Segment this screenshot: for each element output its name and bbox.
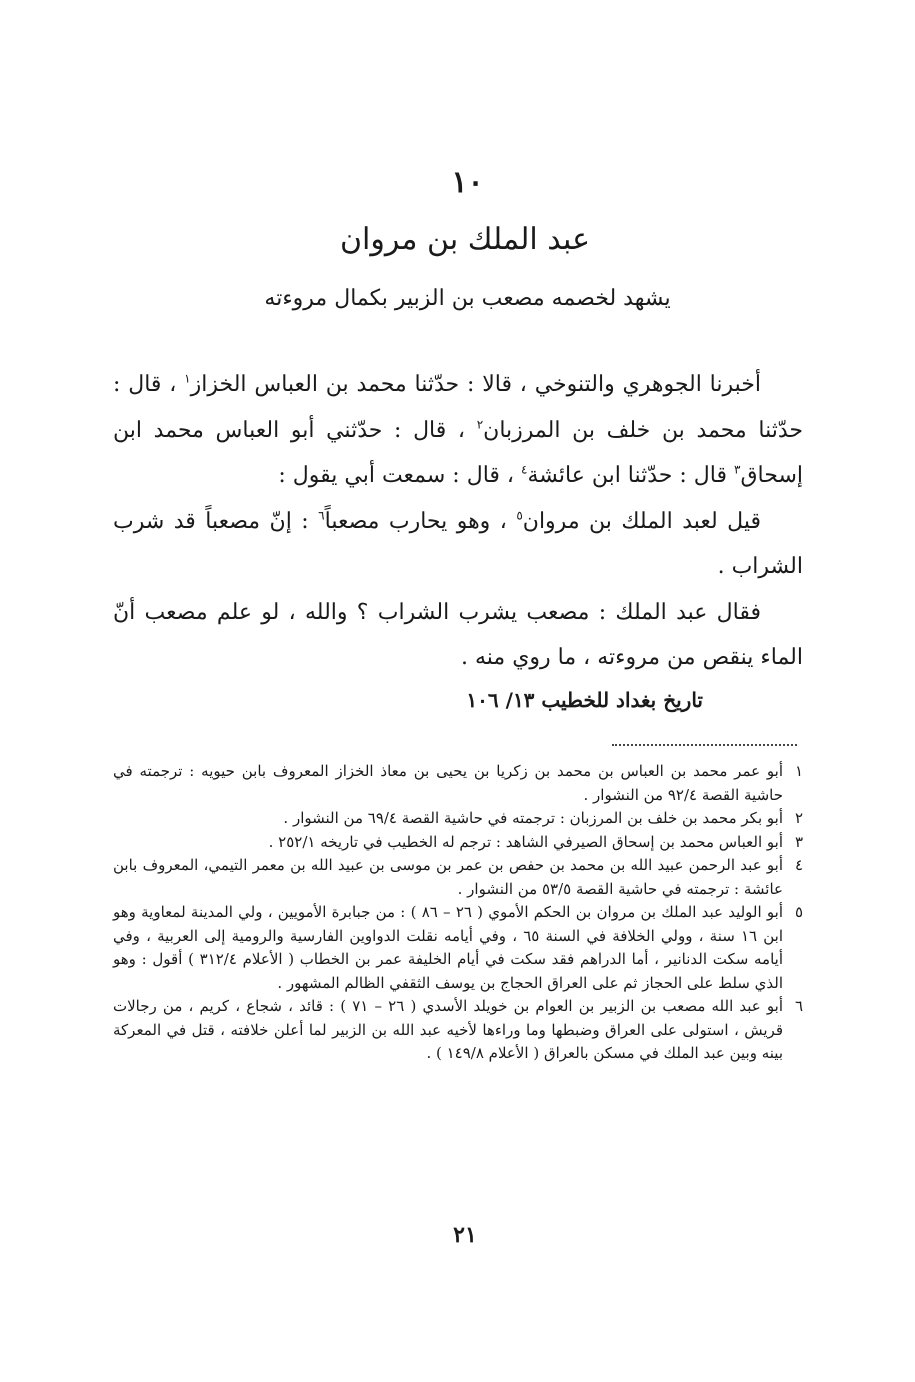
footnote-text: أبو الوليد عبد الملك بن مروان بن الحكم الأموي ( ٢٦ – ٨٦ ) : من جبابرة الأمويين ، ولي المدينة لمعاوية وهو ابن ١٦ سنة ، وولي الخلافة في السنة ٦٥ ، وفي أيامه نقلت الدواوين الفارسية والرومية إلى العربية ، وفي أيامه سكت الدنانير ، أما الدراهم فقد سكت في أيام الخليفة عمر بن الخطاب ( الأعلام ٣١٢/٤ ) أقول : وهو الذي سلط على الحجاز ثم على العراق الحجاج بن يوسف الثقفي الظالم المشهور . — [113, 903, 784, 992]
text-span: ، قال : حدّثني أبو العباس محمد ابن إسحاق — [113, 417, 803, 488]
paragraph-3: فقال عبد الملك : مصعب يشرب الشراب ؟ والله ، لو علم مصعب أنّ الماء ينقص من مروءته ، ما روي منه . — [113, 599, 803, 670]
page-title: عبد الملك بن مروان — [339, 222, 590, 257]
footnote-text: أبو عبد الرحمن عبيد الله بن محمد بن حفص بن عمر بن موسى بن عبيد الله بن معمر التيمي، المعروف بابن عائشة : ترجمته في حاشية القصة ٥٣/٥ من النشوار . — [113, 856, 783, 898]
footnote-text: أبو عمر محمد بن العباس بن محمد بن زكريا بن يحيى بن معاذ الخزاز المعروف بابن حيويه : ترجمته في حاشية القصة ٩٢/٤ من النشوار . — [113, 762, 783, 804]
footnote-number: ٢ — [794, 809, 803, 827]
text-span: أخبرنا الجوهري والتنوخي ، قالا : حدّثنا محمد بن العباس الخزاز — [190, 372, 761, 397]
chapter-number: ١٠ — [451, 165, 484, 200]
footnote-number: ٤ — [794, 856, 803, 874]
footnote-number: ١ — [794, 762, 803, 780]
page-subtitle: يشهد لخصمه مصعب بن الزبير بكمال مروءته — [264, 286, 671, 311]
footnote-text: أبو عبد الله مصعب بن الزبير بن العوام بن خويلد الأسدي ( ٢٦ – ٧١ ) : قائد ، شجاع ، كريم ، من رجالات قريش ، استولى على العراق وضبطها وما وراءها لأخيه عبد الله بن الزبير لما أعلن خلافته ، قتل في المعركة بينه وبين عبد الملك في مسكن بالعراق ( الأعلام ١٤٩/٨ ) . — [113, 997, 783, 1062]
text-span: قال : حدّثنا ابن عائشة — [527, 463, 735, 488]
text-span: ، قال : حدّثنا محمد بن خلف بن المرزبان — [113, 372, 803, 443]
footnote-number: ٥ — [794, 903, 803, 921]
footnote-5 — [113, 901, 803, 995]
page-number: ٢١ — [453, 1222, 477, 1248]
footnote-divider — [612, 744, 797, 746]
paragraph-2 — [113, 499, 803, 590]
footnote-ref-4: ٤ — [521, 462, 528, 477]
source-citation: تاريخ بغداد للخطيب ١٣/ ١٠٦ — [466, 688, 703, 712]
main-text — [113, 362, 803, 681]
footnote-text: أبو بكر محمد بن خلف بن المرزبان : ترجمته في حاشية القصة ٦٩/٤ من النشوار . — [283, 809, 783, 827]
footnote-ref-3: ٣ — [734, 462, 741, 477]
paragraph-1 — [113, 362, 803, 499]
footnote-2 — [113, 807, 803, 831]
footnote-3 — [113, 831, 803, 855]
footnote-ref-1: ١ — [184, 371, 191, 386]
text-span: : إنّ مصعباً قد شرب الشراب . — [113, 508, 803, 579]
text-span: قيل لعبد الملك بن مروان — [522, 508, 761, 534]
footnote-ref-5: ٥ — [516, 508, 523, 523]
footnote-6 — [113, 995, 803, 1066]
footnote-ref-2: ٢ — [476, 417, 484, 432]
text-span: ، قال : سمعت أبي يقول : — [278, 463, 521, 488]
footnote-ref-6: ٦ — [318, 508, 325, 523]
footnote-4 — [113, 854, 803, 901]
footnote-number: ٦ — [794, 997, 803, 1015]
footnote-number: ٣ — [794, 832, 803, 851]
footnotes — [113, 760, 803, 1066]
footnote-text: أبو العباس محمد بن إسحاق الصيرفي الشاهد : ترجم له الخطيب في تاريخه ٢٥٢/١ . — [268, 832, 783, 851]
footnote-1 — [113, 760, 803, 807]
text-span: ، وهو يحارب مصعباً — [324, 508, 517, 534]
